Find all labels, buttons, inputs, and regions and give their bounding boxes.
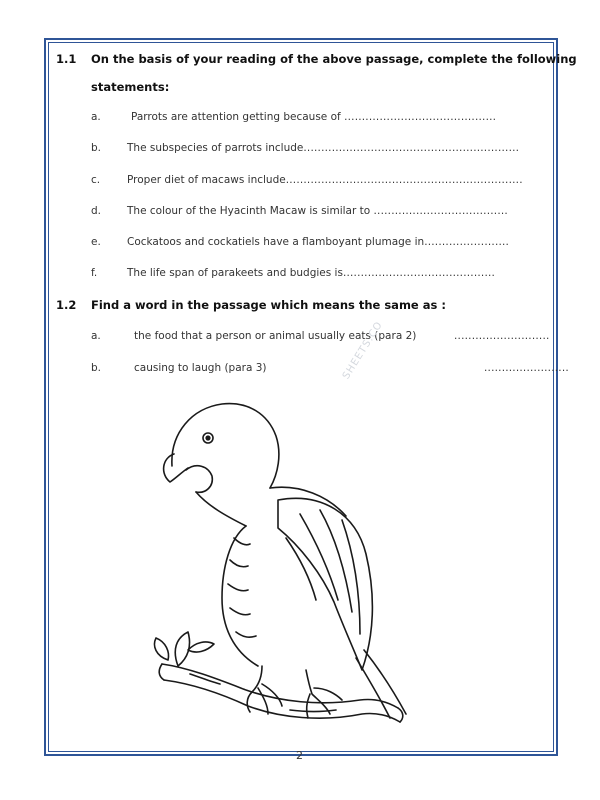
question-1-1-line1: On the basis of your reading of the above passage, complete the following <box>91 52 577 66</box>
word-item-letter-b: b. <box>91 362 102 374</box>
answer-blank-e[interactable]: ........................ <box>424 236 510 248</box>
word-answer-blank-b[interactable]: ........................ <box>484 362 569 374</box>
parrot-wing <box>278 498 372 670</box>
question-number-1-2: 1.2 <box>56 298 77 312</box>
item-letter-e: e. <box>91 236 101 248</box>
parrot-beak <box>164 454 188 482</box>
statement-a: Parrots are attention getting because of ........................................... <box>131 111 497 123</box>
answer-blank-f[interactable]: ........................................... <box>342 267 496 279</box>
statement-d: The colour of the Hyacinth Macaw is similar to ...................................... <box>127 205 508 217</box>
watermark: SHEETS.CO <box>340 319 386 382</box>
item-letter-c: c. <box>91 174 101 186</box>
word-item-a: the food that a person or animal usually eats (para 2) <box>134 330 417 342</box>
word-item-b: causing to laugh (para 3) <box>134 362 267 374</box>
item-letter-a: a. <box>91 111 101 123</box>
statement-e: Cockatoos and cockatiels have a flamboyant plumage in........................ <box>127 236 510 248</box>
item-letter-d: d. <box>91 205 102 217</box>
page-number: 2 <box>296 749 303 762</box>
answer-blank-d[interactable]: ...................................... <box>373 205 508 217</box>
answer-blank-a[interactable]: ........................................... <box>344 111 497 123</box>
question-1-2: Find a word in the passage which means the same as : <box>91 298 446 312</box>
item-letter-b: b. <box>91 142 102 154</box>
parrot-head-outline <box>172 404 279 488</box>
answer-blank-c[interactable]: ................................................................... <box>285 174 523 186</box>
statement-f: The life span of parakeets and budgies is........................................... <box>127 267 496 279</box>
leaf <box>175 632 189 666</box>
parrot-chest <box>222 526 258 666</box>
word-answer-blank-a[interactable]: ........................... <box>454 330 550 342</box>
word-item-letter-a: a. <box>91 330 101 342</box>
statement-c: Proper diet of macaws include................................................................... <box>127 174 523 186</box>
question-number-1-1: 1.1 <box>56 52 77 66</box>
statement-b: The subspecies of parrots include............................................................. <box>127 142 520 154</box>
item-letter-f: f. <box>91 267 98 279</box>
answer-blank-b[interactable]: ............................................................. <box>303 142 520 154</box>
parrot-drawing-icon <box>150 388 420 728</box>
question-1-1-line2: statements: <box>91 80 170 94</box>
